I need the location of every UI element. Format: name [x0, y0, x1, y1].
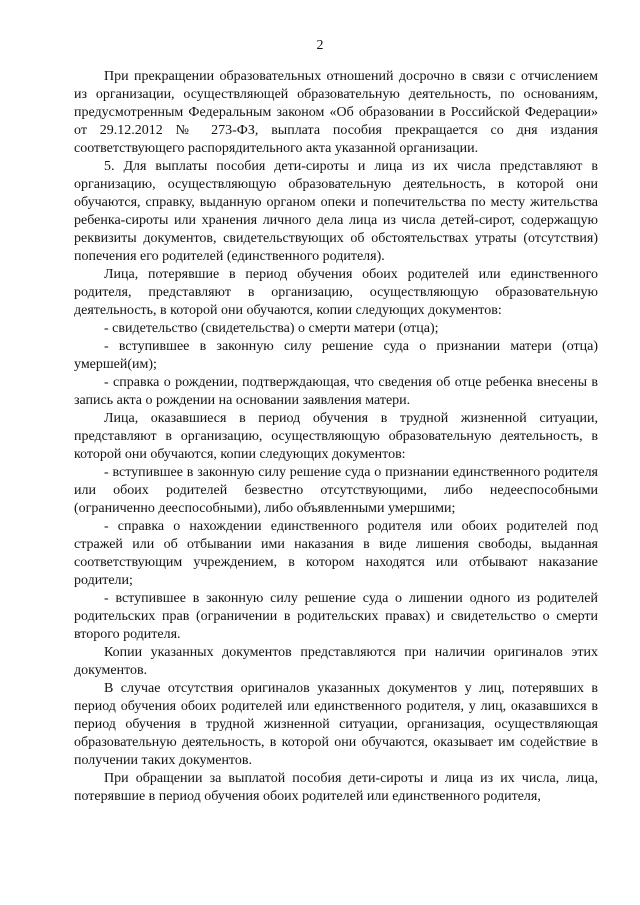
paragraph-absence-originals: В случае отсутствия оригиналов указанных документов у лиц, потерявших в период обучения обоих родителей или единственного родителя, у лиц, оказавшихся в период обучения в трудной жизненной ситуации, организация, осуществляющая образовательную деятельность, в которой они обучаются, оказывает им содействие в получении таких документов.	[74, 681, 598, 768]
list-item-court-decision-deceased: - вступившее в законную силу решение суда о признании матери (отца) умершей(им);	[74, 339, 598, 372]
list-item-custody-certificate: - справка о нахождении единственного родителя или обоих родителей под стражей или об отбывании ими наказания в виде лишения свободы, выданная соответствующим учреждением, в котором находятся или отбывают наказание родители;	[74, 519, 598, 588]
list-item-deprivation-rights: - вступившее в законную силу решение суда о лишении одного из родителей родительских прав (ограничении в родительских правах) и свидетельство о смерти второго родителя.	[74, 591, 598, 642]
paragraph-termination: При прекращении образовательных отношений досрочно в связи с отчислением из организации, осуществляющей образовательную деятельность, по основаниям, предусмотренным Федеральным законом «Об образовании в Российской Федерации» от 29.12.2012 № 273-ФЗ, выплата пособия прекращается со дня издания соответствующего распорядительного акта указанной организации.	[74, 69, 598, 156]
paragraph-copies-originals: Копии указанных документов представляются при наличии оригиналов этих документов.	[74, 645, 598, 678]
list-item-court-decision-missing: - вступившее в законную силу решение суда о признании единственного родителя или обоих родителей безвестно отсутствующими, либо недееспособными (ограниченно дееспособными), либо объявленными умершими;	[74, 465, 598, 516]
paragraph-lost-parents: Лица, потерявшие в период обучения обоих родителей или единственного родителя, представляют в организацию, осуществляющую образовательную деятельность, в которой они обучаются, копии следующих документов:	[74, 267, 598, 318]
paragraph-difficult-situation: Лица, оказавшиеся в период обучения в трудной жизненной ситуации, представляют в организацию, осуществляющую образовательную деятельность, в которой они обучаются, копии следующих документов:	[74, 411, 598, 462]
list-item-birth-certificate: - справка о рождении, подтверждающая, что сведения об отце ребенка внесены в запись акта о рождении на основании заявления матери.	[74, 375, 598, 408]
paragraph-orphans-certificate: 5. Для выплаты пособия дети-сироты и лица из их числа представляют в организацию, осуществляющую образовательную деятельность, в которой они обучаются, справку, выданную органом опеки и попечительства по месту жительства ребенка-сироты или хранения личного дела лица из числа детей-сирот, содержащую реквизиты документов, свидетельствующих об обстоятельствах утраты (отсутствия) попечения его родителей (единственного родителя).	[74, 159, 598, 264]
paragraph-application: При обращении за выплатой пособия дети-сироты и лица из их числа, лица, потерявшие в период обучения обоих родителей или единственного родителя,	[74, 771, 598, 804]
document-body	[74, 68, 598, 806]
list-item-death-certificate: - свидетельство (свидетельства) о смерти матери (отца);	[104, 321, 439, 336]
page-number: 2	[316, 38, 324, 53]
